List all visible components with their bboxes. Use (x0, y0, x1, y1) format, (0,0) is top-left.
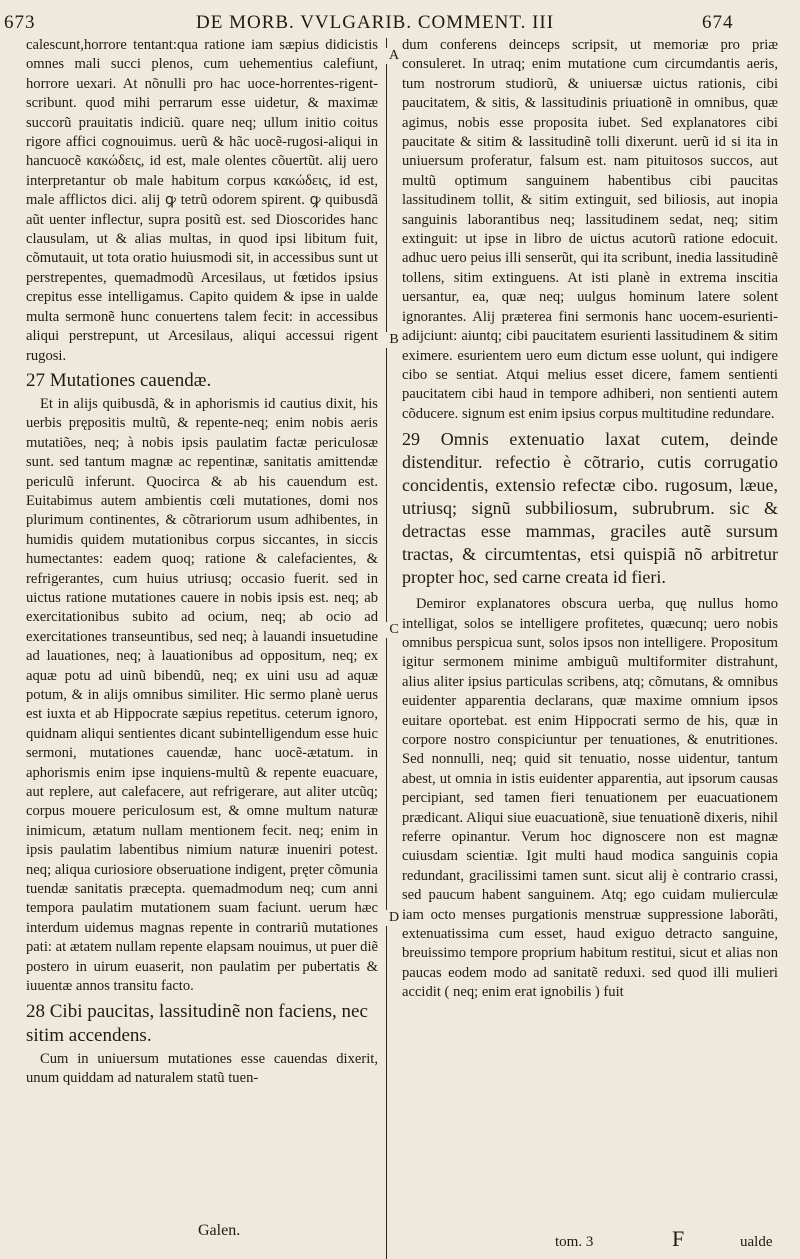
catchword-left: Galen. (198, 1222, 241, 1239)
running-title: DE MORB. VVLGARIB. COMMENT. III (196, 12, 555, 33)
left-paragraph-2: Et in alijs quibusdã, & in aphorismis id cautius dixit, his uerbis prępositis multũ, & repente-neq; enim nobis aeris mutatiões, neq; à nobis ipsis paulatim factæ periculosæ sunt. sed tantum magnæ ac repentinæ, sanitatis amittendæ periculũ inferunt. Quocirca & ab his cauendum est. Euitabimus autem ambientis cœli mutationes, domi nos plurimum continentes, & cõtrariorum usum adhibentes, in humidis quidem mutationibus corpus siccantes, in siccis humectantes: eadem quoq; ratione & calefacientes, & refrigerantes, cum huius utriusq; occasio fuerit. sed in uictus ratione mutationes cauere in nobis ipsis est. neq; ab exercitationibus subito ad ocium, neq; ab ocio ad exercitationes transeuntibus, sed neq; à lauandi insuetudine ad lauationes, neq; à lauationibus ad oppositum, neq; ex aquæ potu ad uinũ bibendũ, neq; ex uini usu ad aquæ potum, & in alijs omnibus similiter. Hic sermo planè uerus est iuxta et ab Hippocrate sæpius repetitus. ceterum ignoro, quidnam aliqui sentientes dicant subintelligendum esse huic sermoni, mutationes cauendæ, hanc uocẽ-ætatum. in aphorismis enim ipse inquiens-multũ & repente euacuare, aut replere, aut calefacere, aut refrigerare, aut aliter utcũq; corpus mouere periculosum est, & omne multum naturæ inimicum, ætatum nullam mentionem fecit. neq; enim in ipsis paulatim labentibus nimium naturæ inueniri potest. neq; aliqua curiosiore obseruatione indigent, pręter cõmunia tuendæ sanitatis præcepta. quemadmodum neq; cum anni tempora paulatim mutationem suam faciunt. uerum hæc interdum uidemus magnas repente in contrariũ mutationes pati: at ætatem nullam repente elapsam nouimus, ut puer diẽ postero in uirum euaserit, non paulatim per pubertatis & iuuentæ annos transitu facto. (26, 395, 378, 995)
page-number-left: 673 (4, 12, 36, 33)
right-paragraph-1: dum conferens deinceps scripsit, ut memoriæ pro priæ consuleret. In utraq; enim mutatione cum circumdantis aeris, tum nostrorum studiorũ, & uniuersæ uictus rationis, cibi paucitatem, & sitis, & lassitudinis priuationẽ in omnibus, quæ agimus, nobis esse proposita iubet. Sed explanatores cibi paucitate & sitim & lassitudinẽ tolli dixerunt. uerũ id si ita in uniuersum proferatur, falsum est. nam pituitosos succos, aut multũ optimum sanguinem habentibus cibi paucitas lassitudinem tollit, & sitim extinguit, sed biliosis, aut inopia sanguinis laborantibus neq; lassitudinem sedat, neq; sitim extinguit: ut ipse in libro de uictus acutorũ ratione edocuit. adhuc uero peius illi senserũt, qui ita scribunt, inedia lassitudinẽ tollens, sitim extinguens. At isti planè in extrema inscitia uersantur, ea, quæ neq; uulgus hominum latere solent ignorantes. Alij præterea fini sermonis hanc uocem-esurienti-adijciunt: aiuntq; cibi paucitatem esurienti lassitudinem & sitim eximere. esurientem uero eum dictum esse uolunt, qui indigere cibo se sentiat. Atqui melius esset dicere, famem sentienti paucitatem cibi haud in tempore adhiberi, non sentienti autem cõducere. signum est enim ipsius corpus multitudine redundare. (402, 37, 778, 422)
margin-marker-a: A (386, 48, 402, 64)
section-heading-27: 27 Mutationes cauendæ. (26, 369, 212, 391)
margin-marker-d: D (386, 910, 402, 926)
right-column (402, 36, 778, 1003)
left-column (26, 36, 378, 1088)
margin-marker-b: B (386, 332, 402, 348)
margin-marker-c: C (386, 622, 402, 638)
signature-mark: F (672, 1226, 685, 1251)
volume-note: tom. 3 (555, 1234, 594, 1250)
catchword-right: ualde (740, 1234, 773, 1250)
running-header (0, 0, 800, 34)
page-number-right: 674 (702, 12, 734, 33)
section-heading-28: 28 Cibi paucitas, lassitudinẽ non faciens, nec sitim accendens. (26, 1000, 368, 1046)
left-paragraph-1: calescunt,horrore tentant:qua ratione iam sæpius didicistis omnes mali succi plenos, cum uehementius calefiunt, horrore uexari. At nõnulli pro hac uoce-horrentes-rigent-scribunt. quod mihi perrarum esse uidetur, & maximæ succorũ prauitatis indiciũ. quare neq; ullum initio coitus rigore affici cognouimus. uerũ & hãc uocẽ-rugosi-aliqui in hancuocẽ κακώδεις, id est, male olentes cõuertũt. alij uero interpretantur ob male habitum corpus κακώδεις, id est, male afflictos dici. alij ꝙ tetrũ odorem spirent. ꝙ quibusdã aũt uenter inflectur, supra positũ est. sed Dioscorides hanc clausulam, ut & alias multas, in quod ipsi libitum fuit, cõmutauit, ut tota oratio huiusmodi sit, in accessibus sunt ut perstrepentes, quemadmodũ Arcesilaus, ut fœtidos ipsius crepitus esse intelligamus. Capito quidem & ipse in ualde multa sermonẽ hunc conuertens talem fecit: in accessibus aliqui perstrepunt, ut Arcesilaus, aliqui accessui rigent rugosi. (26, 37, 378, 364)
column-rule (386, 38, 387, 1259)
left-paragraph-3: Cum in uniuersum mutationes esse cauendas dixerit, unum quiddam ad naturalem statũ tuen- (26, 1050, 378, 1086)
section-heading-29: 29 Omnis extenuatio laxat cutem, deinde distenditur. refectio è cõtrario, cutis corrugatio concidentis, extensio refectæ cibo. rugosum, læue, utriusq; signũ subbiliosum, subrubrum. sic & detractas esse mammas, graciles autẽ sursum tractas, & circumtentas, etsi quispiã nõ arbitretur propter hoc, sed carne creata id fieri. (402, 429, 778, 588)
right-paragraph-2: Demiror explanatores obscura uerba, quę nullus homo intelligat, solos se intelligere profitetes, quæcunq; uero nobis omnibus perspicua sunt, solos ipsos non intelligere. Propositum igitur sermonem minime ambiguũ multiformiter distrahunt, alius aliter ipsius particulas scribens, atq; cõmutans, & omnibus euidenter apparentia declarans, quæ maxime omnium ipsos euitare oportebat. est enim Hippocrati sermo de his, quæ in corpore nostro conspiciuntur per tenuationes, & enutritiones. Sed nonnulli, neq; quid sit tenuatio, nosse uidentur, tantum abest, ut omnia in istis euidenter apparentia, aut ipsorum causas percipiant, sed tamen fieri tenuationem per euacuationem prædicant. Aliqui siue euacuationẽ, siue tenuationẽ dixeris, nihil referre opinantur. Verum hoc dignoscere non est magnæ cuiusdam scientiæ. Igit multi haud modica sanguinis copia redundant, gracilissimi tamen sunt. sicut alij è contrario crassi, sed paucum habent sanguinem. Atq; ego cuidam mulierculæ iam octo menses purgationis menstruæ suppressione laborãti, extenuatissima cum esset, haud exiguo detracto sanguine, breuissimo tempore proprium habitum restitui, sicut et alias non paucas eodem modo ad sanitatẽ reduxi. sed quod illi mulieri accidit ( neq; enim erat ignobilis ) fuit (402, 596, 778, 1001)
